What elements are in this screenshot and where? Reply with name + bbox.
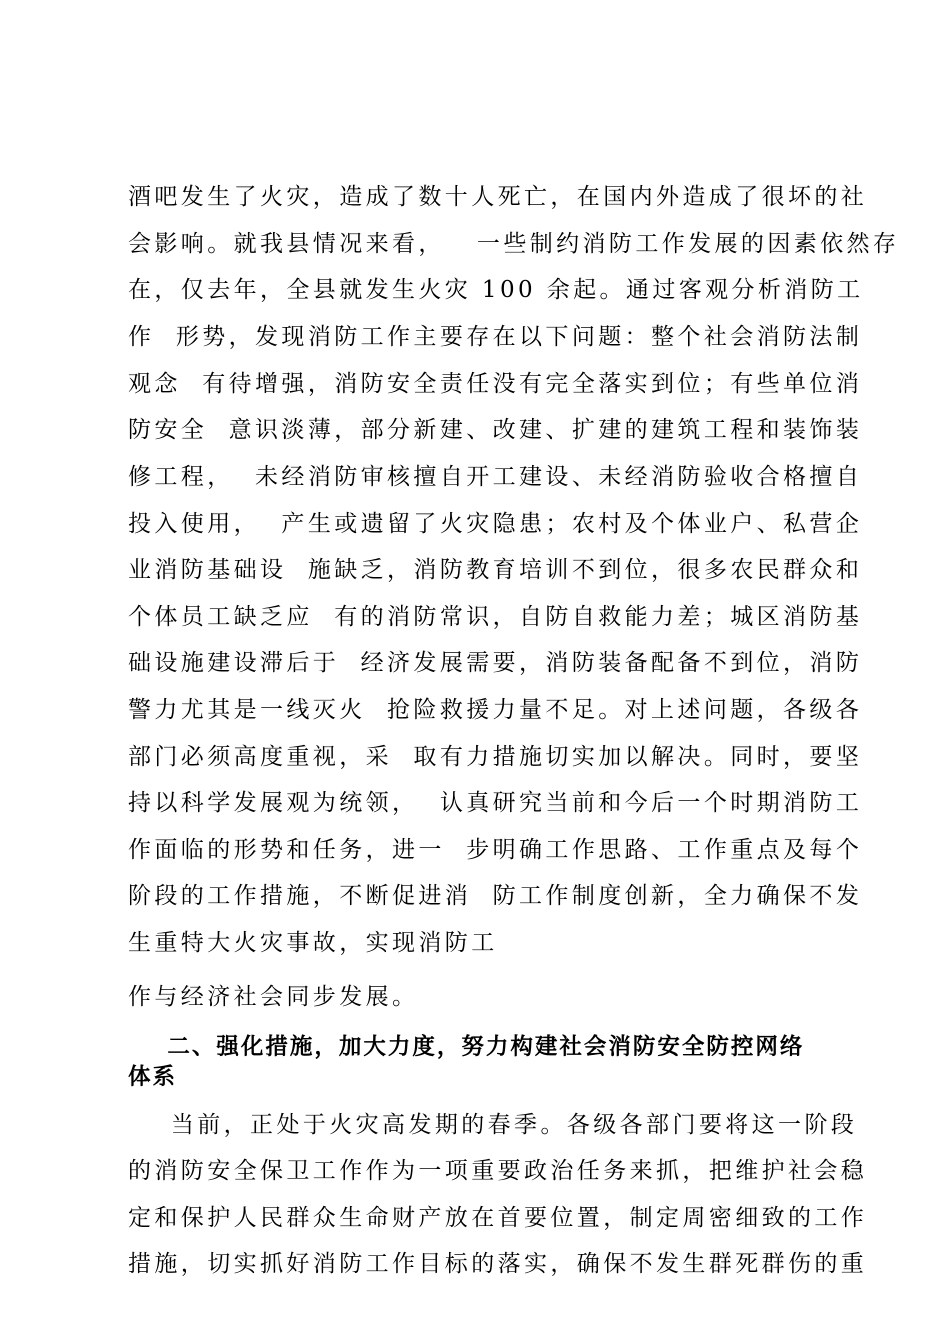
- paragraph-line: 酒吧发生了火灾，造成了数十人死亡，在国内外造成了很坏的社: [128, 184, 868, 210]
- paragraph-line: 会影响。就我县情况来看， 一些制约消防工作发展的因素依然存: [128, 231, 900, 257]
- paragraph-line: 个体员工缺乏应 有的消防常识，自防自救能力差；城区消防基: [128, 604, 863, 630]
- paragraph-line: 的消防安全保卫工作作为一项重要政治任务来抓，把维护社会稳: [128, 1158, 868, 1184]
- paragraph-line: 作面临的形势和任务，进一 步明确工作思路、工作重点及每个: [128, 837, 863, 863]
- paragraph-line: 持以科学发展观为统领， 认真研究当前和今后一个时期消防工: [128, 790, 863, 816]
- paragraph-line: 础设施建设滞后于 经济发展需要，消防装备配备不到位，消防: [128, 650, 863, 676]
- paragraph-line: 生重特大火灾事故，实现消防工: [128, 930, 498, 956]
- paragraph-line: 阶段的工作措施，不断促进消 防工作制度创新，全力确保不发: [128, 883, 863, 909]
- paragraph-line: 当前，正处于火灾高发期的春季。各级各部门要将这一阶段: [128, 1112, 858, 1138]
- paragraph-line: 警力尤其是一线灭火 抢险救援力量不足。对上述问题，各级各: [128, 697, 863, 723]
- paragraph-line: 定和保护人民群众生命财产放在首要位置，制定周密细致的工作: [128, 1205, 868, 1231]
- section-heading-continuation: 体系: [128, 1064, 178, 1090]
- paragraph-line: 业消防基础设 施缺乏，消防教育培训不到位，很多农民群众和: [128, 557, 863, 583]
- paragraph-line: 作 形势，发现消防工作主要存在以下问题：整个社会消防法制: [128, 324, 863, 350]
- paragraph-line: 修工程， 未经消防审核擅自开工建设、未经消防验收合格擅自: [128, 464, 863, 490]
- paragraph-line: 在，仅去年，全县就发生火灾 100 余起。通过客观分析消防工: [128, 277, 864, 303]
- paragraph-line: 观念 有待增强，消防安全责任没有完全落实到位；有些单位消: [128, 371, 863, 397]
- paragraph-line: 投入使用， 产生或遗留了火灾隐患；农村及个体业户、私营企: [128, 511, 863, 537]
- paragraph-line: 防安全 意识淡薄，部分新建、改建、扩建的建筑工程和装饰装: [128, 417, 863, 443]
- paragraph-line: 措施，切实抓好消防工作目标的落实，确保不发生群死群伤的重: [128, 1251, 868, 1277]
- paragraph-continuation: 作与经济社会同步发展。: [128, 984, 419, 1010]
- paragraph-line: 部门必须高度重视，采 取有力措施切实加以解决。同时，要坚: [128, 744, 863, 770]
- section-heading: 二、强化措施，加大力度，努力构建社会消防安全防控网络: [128, 1034, 805, 1060]
